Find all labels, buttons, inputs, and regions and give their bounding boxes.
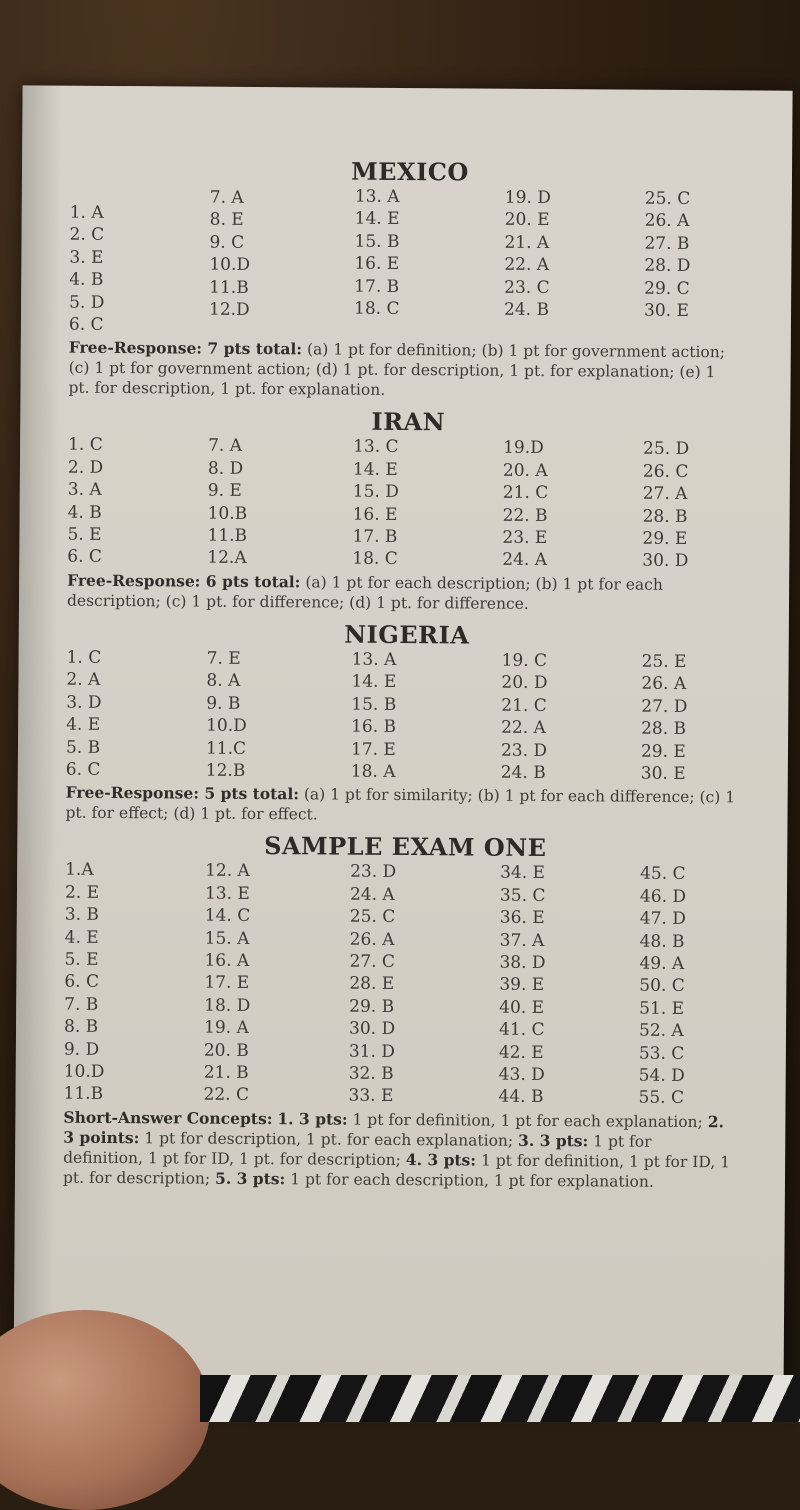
answer-item: 29. B [349,996,395,1017]
notes-part-label: 1. 3 pts: [277,1108,348,1129]
answer-item: 17. B [352,526,398,548]
answer-item: 23. C [504,277,550,298]
answer-item: 12.B [205,760,246,781]
answer-item: 21. C [501,695,547,716]
notes-part-label: 3. 3 pts: [518,1130,589,1151]
section-title: IRAN [371,407,446,437]
answer-item: 52. A [638,1020,684,1042]
answer-item: 17. E [204,972,250,994]
answer-item: 19. A [203,1017,249,1039]
answer-item: 15. A [204,928,250,949]
answer-item: 17. E [350,739,396,760]
answer-item: 11.C [205,738,247,759]
answer-item: 5. E [64,949,99,970]
answer-item: 26. A [644,211,690,232]
notes-text: (a) 1 pt for definition; (b) 1 pt for government action; (c) 1 pt for government action; (d) 1 pt. for description, 1 pt. for explanation; (e) 1 pt. for description, 1 pt. for explanation. [68,340,726,400]
book-page [13,85,792,1410]
answer-item: 10.D [209,254,251,276]
section-title: MEXICO [351,156,469,187]
scoring-notes [63,1107,734,1192]
answer-item: 16. E [352,504,398,525]
section-iran [67,406,748,615]
answer-item: 28. B [641,718,687,740]
answer-item: 12.D [208,299,250,320]
answer-item: 6. C [65,759,101,780]
answer-column [644,188,755,341]
answer-item: 5. D [69,292,105,313]
answer-item: 16. A [204,950,250,971]
answer-item: 20. B [203,1040,249,1061]
answer-item: 13. E [204,883,250,904]
section-title: NIGERIA [344,619,470,650]
answer-item: 39. E [499,975,545,996]
answer-item: 53. C [638,1043,685,1064]
answer-item: 28. D [644,255,691,277]
answer-item: 48. B [639,931,685,952]
answer-item: 21. B [203,1062,249,1083]
answer-item: 10.D [63,1061,105,1082]
answer-item: 7. A [209,187,244,208]
answer-column [67,434,208,569]
answer-item: 49. A [639,953,685,974]
answer-item: 26. A [641,673,687,695]
answer-item: 32. B [348,1063,394,1084]
answer-column [352,436,503,571]
answer-item: 28. B [642,506,688,527]
answer-item: 34. E [500,862,546,884]
answer-column [203,860,350,1107]
answer-item: 5. E [67,524,102,545]
answer-item: 4. B [69,269,104,291]
section-title: SAMPLE EXAM ONE [264,831,547,863]
answer-item: 5. B [65,737,101,758]
answer-item: 43. D [498,1064,545,1085]
notes-text: (a) 1 pt for similarity; (b) 1 pt for each difference; (c) 1 pt. for effect; (d) 1 pt. for effect. [65,785,736,824]
notes-part-label: 4. 3 pts: [405,1149,477,1170]
scoring-notes [68,338,738,403]
answer-item: 27. A [642,483,688,505]
answer-item: 31. D [348,1041,396,1062]
answer-item: 2. A [66,669,101,691]
answer-item: 14. E [351,671,397,693]
section-nigeria [65,619,746,828]
notes-part-text: 1 pt for definition, 1 pt for ID, 1 pt. for description; [63,1132,652,1169]
answer-item: 9. C [209,232,245,253]
notes-part-text: 1 pt for each description, 1 pt for explanation. [285,1169,654,1191]
answer-item: 16. E [354,253,400,275]
answer-item: 30. E [640,763,686,784]
answer-item: 8. A [206,670,241,692]
answer-item: 42. E [498,1042,544,1063]
answer-column [207,435,353,570]
scoring-notes [65,783,735,828]
notes-part-label: 5. 3 pts: [215,1168,286,1188]
answer-item: 25. E [641,651,687,672]
answer-item: 27. D [641,696,688,717]
answer-item: 22. A [501,717,546,739]
notes-label: Free-Response: 6 pts total: [67,570,301,592]
answer-item: 16. B [351,716,397,738]
answer-item: 11.B [63,1084,104,1105]
answer-item: 15. B [351,694,397,715]
answer-column [209,185,355,338]
answer-item: 23. D [350,861,397,883]
notes-label: Free-Response: 7 pts total: [68,338,303,359]
notes-part-label: 2. 3 points: [63,1111,724,1147]
answer-item: 1. A [69,202,104,223]
answer-item: 6. C [64,971,100,993]
answer-column [501,650,642,785]
answer-item: 22. B [502,505,548,526]
answer-item: 14. E [352,459,398,480]
answer-item: 38. D [499,952,546,973]
answer-item: 36. E [499,907,545,929]
answer-item: 8. B [63,1016,99,1038]
answer-item: 15. D [352,481,399,503]
answer-item: 1.A [65,859,94,881]
answer-item: 29. E [640,741,686,762]
answer-item: 24. A [349,884,395,905]
answer-item: 27. C [349,951,396,972]
answer-item: 33. E [348,1086,394,1107]
answer-grid [67,434,748,573]
answer-item: 19. D [504,187,551,209]
answer-item: 1. C [66,647,102,668]
answer-item: 14. C [204,905,251,927]
answer-item: 19. C [501,650,548,671]
answer-item: 13. C [353,437,399,458]
answer-item: 22. A [504,254,550,276]
answer-column [69,184,210,337]
answer-item: 29. C [644,278,690,299]
answer-item: 30. D [348,1018,396,1040]
answer-item: 27. B [644,233,690,254]
answer-item: 18. C [353,298,400,319]
answer-grid [69,184,750,341]
answer-item: 18. C [352,549,398,570]
answer-column [502,437,643,572]
answer-item: 14. E [354,209,400,230]
answer-item: 7. A [208,436,243,457]
answer-item: 15. B [354,231,400,252]
answer-item: 55. C [638,1088,685,1109]
answer-item: 3. B [64,904,100,926]
answer-item: 12. A [205,860,250,882]
answer-item: 25. C [349,906,396,928]
answer-item: 13. A [354,186,400,207]
answer-item: 21. C [502,482,549,504]
answer-item: 24. B [500,762,546,783]
answer-item: 10.B [207,503,248,524]
answer-item: 18. D [204,995,251,1016]
answer-column [498,862,640,1109]
answer-column [63,859,205,1106]
answer-item: 21. A [504,232,550,253]
answer-item: 28. E [349,973,395,995]
answer-item: 9. E [207,480,242,502]
answer-item: 47. D [639,908,686,930]
answer-item: 44. B [498,1087,544,1108]
answer-item: 9. B [206,693,241,714]
answer-item: 20. E [504,210,550,231]
answer-item: 24. A [502,550,548,571]
answer-item: 37. A [499,930,545,951]
notes-part-text: 1 pt for definition, 1 pt for ID, 1 pt. for description; [62,1151,731,1188]
answer-item: 4. B [67,502,102,523]
answer-item: 50. C [639,975,685,997]
answer-item: 9. D [63,1039,100,1060]
answer-item: 40. E [499,997,545,1018]
scoring-notes [67,571,737,616]
answer-item: 18. A [350,761,396,782]
answer-item: 1. C [68,435,103,456]
answer-item: 3. A [67,479,102,501]
answer-item: 35. C [499,885,546,906]
answer-item: 22. C [203,1084,250,1106]
fabric-pattern [200,1375,800,1422]
answer-item: 20. D [501,672,548,694]
section-mexico [68,156,750,403]
notes-text: (a) 1 pt for each description; (b) 1 pt for each description; (c) 1 pt. for difference; (d) 1 pt. for difference. [66,573,663,613]
answer-column [66,647,207,782]
answer-item: 26. C [642,461,689,482]
answer-item: 3. E [69,247,104,268]
answer-item: 30. E [643,300,689,322]
answer-item: 54. D [638,1065,685,1086]
answer-item: 8. D [207,458,244,479]
answer-item: 11.B [209,277,249,298]
answer-item: 20. A [502,460,548,481]
answer-item: 41. C [498,1019,545,1041]
answer-item: 7. B [64,994,99,1015]
answer-item: 10.D [206,715,247,737]
notes-label: Short-Answer Concepts: [63,1107,273,1128]
notes-part-text: 1 pt for description, 1 pt. for each explanation; [139,1128,519,1150]
answer-item: 19.D [503,438,544,459]
answer-item: 13. A [351,649,397,670]
answer-item: 7. E [206,648,241,669]
answer-column [504,187,645,340]
answer-item: 46. D [639,886,687,907]
answer-item: 24. B [503,299,550,321]
answer-item: 2. E [64,882,100,903]
answer-item: 23. D [500,740,548,761]
answer-item: 11.B [207,525,248,546]
answer-grid [66,647,747,786]
answer-column [642,438,753,573]
answer-item: 2. D [67,457,104,478]
answer-item: 26. A [349,929,395,950]
answer-item: 25. C [644,188,691,209]
answer-item: 23. E [502,527,548,549]
answer-item: 25. D [643,439,690,460]
answer-item: 29. E [642,528,688,550]
answer-item: 6. C [68,314,104,335]
answer-item: 17. B [354,276,400,297]
answer-column [351,649,502,784]
answer-item: 30. D [642,551,689,572]
answer-column [638,863,750,1110]
section-sample-exam-one [63,831,745,1192]
answer-item: 3. D [66,692,102,713]
answer-column [348,861,500,1109]
answer-item: 4. E [66,714,101,735]
answer-item: 6. C [67,547,103,568]
answer-item: 51. E [639,998,685,1019]
answer-item: 8. E [209,210,244,231]
answer-column [206,648,352,783]
answer-key [63,156,750,1201]
notes-part-text: 1 pt for definition, 1 pt for each explanation; [347,1110,708,1131]
answer-item: 2. C [69,225,105,246]
answer-item: 4. E [64,927,99,948]
answer-column [641,651,752,786]
notes-label: Free-Response: 5 pts total: [65,782,300,804]
answer-item: 45. C [640,863,686,885]
answer-item: 12.A [207,548,247,569]
answer-grid [63,859,745,1110]
answer-column [354,186,505,339]
